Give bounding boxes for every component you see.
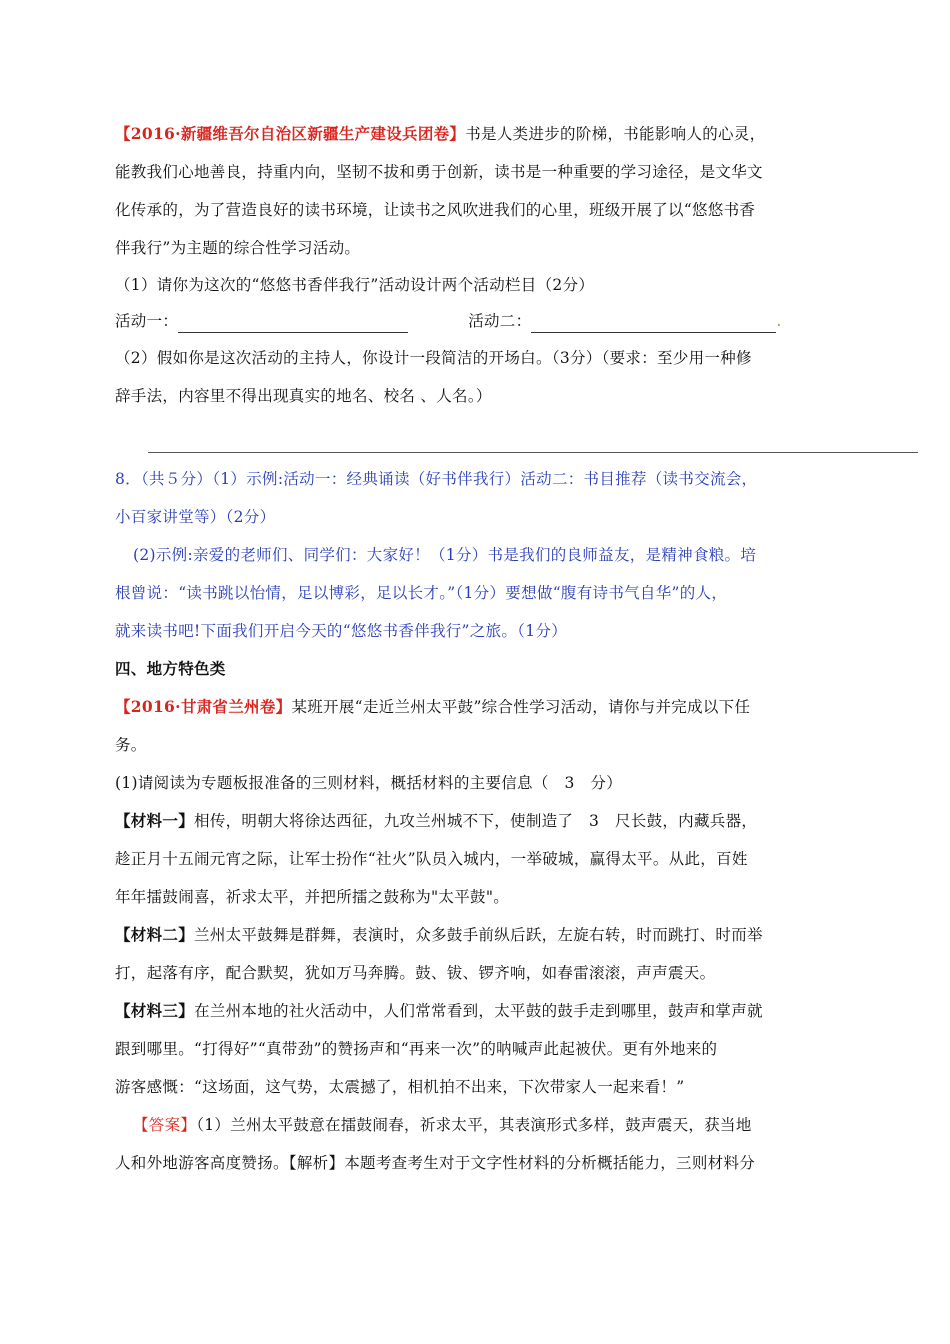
material-2-label: 【材料二】 [115,925,195,944]
q1-intro-2: 能教我们心地善良，持重内向，坚韧不拔和勇于创新，读书是一种重要的学习途径，是文华文 [115,163,763,181]
section-4-title: 四、地方特色类 [115,659,226,678]
a1-line-4: 根曾说：“读书跳以怡情，足以博彩，足以长才。”（1分）要想做“腹有诗书气自华”的人， [115,584,728,602]
q1-source: 【2016·新疆维吾尔自治区新疆生产建设兵团卷】 [115,124,466,143]
material-2-line-2: 打，起落有序，配合默契，犹如万马奔腾。鼓、钹、锣齐响，如春雷滚滚，声声震天。 [115,964,716,982]
answer-2-line-2: 人和外地游客高度赞扬。【解析】本题考查考生对于文字性材料的分析概括能力，三则材料分 [115,1154,756,1172]
a1-line-2: 小百家讲堂等）（2分） [115,508,276,526]
material-3-line-1 [115,992,825,1030]
answer-2-text: （1）兰州太平鼓意在擂鼓闹春，祈求太平，其表演形式多样，鼓声震天，获当地 [196,1116,752,1134]
activity2-label: 活动二： [468,312,532,330]
answer-2-line-1 [115,1106,825,1144]
q1-sub2-1: （2）假如你是这次活动的主持人，你设计一段简洁的开场白。（3分）（要求：至少用一种修 [115,349,752,367]
activity1-blank[interactable] [178,312,408,333]
q2-intro-2: 务。 [115,736,147,754]
q1-activities [115,303,825,339]
q1-intro-1: 书是人类进步的阶梯，书能影响人的心灵， [465,125,766,143]
material-3-line-2: 跟到哪里。“打得好”“真带劲”的赞扬声和“再来一次”的呐喊声此起被伏。更有外地来的 [115,1040,718,1058]
question-1 [115,115,825,415]
q1-sub1: （1）请你为这次的“悠悠书香伴我行”活动设计两个活动栏目（2分） [115,276,595,294]
q1-sub2-2: 辞手法，内容里不得出现真实的地名、校名 、人名。） [115,387,492,405]
material-1-label: 【材料一】 [115,811,195,830]
material-1-line-1 [115,802,825,840]
material-1-line-3: 年年擂鼓闹喜，祈求太平，并把所擂之鼓称为"太平鼓"。 [115,888,510,906]
answer-2-label: 【答案】 [133,1116,197,1134]
material-3-text: 在兰州本地的社火活动中，人们常常看到，太平鼓的鼓手走到哪里，鼓声和掌声就 [194,1002,763,1020]
a1-line-1: 8．（共５分）（1）示例:活动一：经典诵读（好书伴我行）活动二：书目推荐（读书交流会， [115,470,758,488]
activity2-blank[interactable] [531,312,776,333]
question-2 [115,650,825,1182]
q2-sub1: (1)请阅读为专题板报准备的三则材料，概括材料的主要信息（ 3 分） [115,774,623,792]
activity1-label: 活动一： [115,312,179,330]
activity2-end: . [776,312,782,330]
answer-1 [115,460,825,650]
material-2-line-1 [115,916,825,954]
material-3-line-3: 游客感慨：“这场面，这气势，太震撼了，相机拍不出来，下次带家人一起来看！” [115,1078,685,1096]
q1-intro-4: 伴我行”为主题的综合性学习活动。 [115,239,361,257]
material-1-text: 相传，明朝大将徐达西征，九攻兰州城不下，使制造了 3 尺长鼓，内藏兵器， [194,812,758,830]
q1-intro-3: 化传承的，为了营造良好的读书环境，让读书之风吹进我们的心里，班级开展了以“悠悠书香 [115,201,756,219]
material-1-line-2: 趁正月十五闹元宵之际，让军士扮作“社火”队员入城内，一举破城，赢得太平。从此，百姓 [115,850,748,868]
q2-intro-1: 某班开展“走近兰州太平鼓”综合性学习活动，请你与并完成以下任 [291,698,751,716]
material-2-text: 兰州太平鼓舞是群舞，表演时，众多鼓手前纵后跃，左旋右转，时而跳打、时而举 [194,926,763,944]
a1-line-3: (2)示例:亲爱的老师们、同学们：大家好！（1分）书是我们的良师益友，是精神食粮。培 [133,546,757,564]
q2-line-1 [115,688,825,726]
material-3-label: 【材料三】 [115,1001,195,1020]
q2-source: 【2016·甘肃省兰州卷】 [115,697,292,716]
q1-line-1 [115,115,825,153]
a1-line-5: 就来读书吧!下面我们开启今天的“悠悠书香伴我行”之旅。（1分） [115,622,567,640]
answer-line[interactable] [148,452,918,453]
